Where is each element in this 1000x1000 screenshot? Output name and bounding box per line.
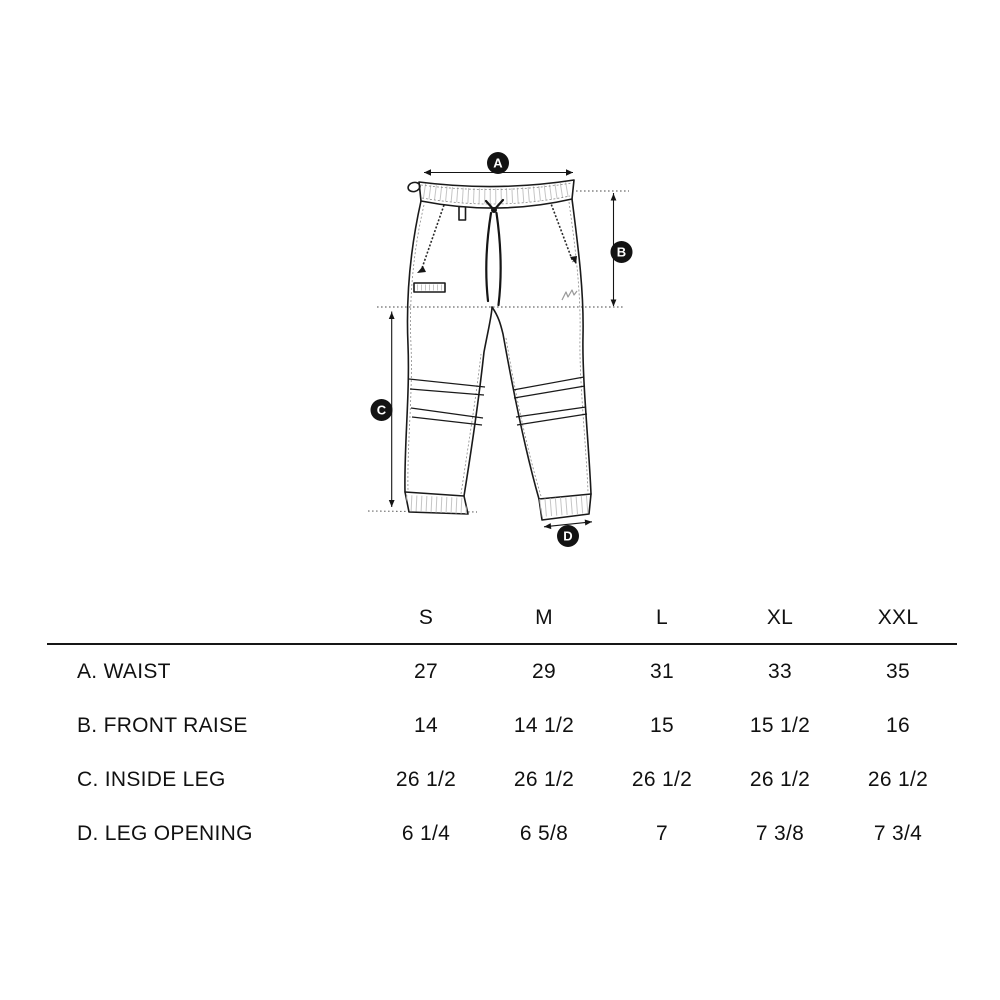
value-cell: 14 1/2	[513, 714, 575, 737]
value-cell: 26 1/2	[513, 768, 575, 791]
value-cell: 26 1/2	[749, 768, 811, 791]
marker-b-label: B	[616, 244, 627, 260]
table-row	[47, 645, 957, 699]
size-table-header-row	[47, 592, 957, 645]
value-cell: 6 5/8	[519, 822, 569, 845]
table-row	[47, 699, 957, 753]
dimension-b-front-raise	[611, 193, 633, 307]
waistband	[407, 180, 574, 208]
marker-c-label: C	[376, 402, 387, 418]
left-pocket-bartack	[417, 266, 426, 273]
value-cell: 31	[650, 660, 674, 683]
left-leg-outer-seam	[405, 201, 421, 492]
value-cell: 27	[414, 660, 438, 683]
dimension-a-waist	[424, 152, 573, 176]
right-pocket-seam	[550, 201, 573, 262]
header-cell-xl: XL	[766, 605, 794, 629]
value-cell: 26 1/2	[395, 768, 457, 791]
row-label-front-raise: B. FRONT RAISE	[77, 714, 248, 737]
marker-a-label: A	[493, 155, 503, 171]
right-leg-outer-seam	[572, 199, 591, 494]
ankle-cuffs	[405, 492, 591, 520]
right-leg-inner-seam	[492, 307, 539, 499]
header-cell-l: L	[656, 605, 668, 629]
value-cell: 29	[532, 660, 556, 683]
table-row	[47, 753, 957, 807]
header-cell-m: M	[535, 605, 553, 629]
row-label-inside-leg: C. INSIDE LEG	[77, 768, 226, 791]
value-cell: 33	[768, 660, 792, 683]
dimension-c-inside-leg	[371, 312, 395, 508]
value-cell: 26 1/2	[631, 768, 693, 791]
size-table	[47, 592, 957, 861]
value-cell: 7 3/4	[873, 822, 923, 845]
pocket-seams	[417, 201, 577, 273]
left-leg-inner-seam	[464, 307, 492, 496]
row-label-leg-opening: D. LEG OPENING	[77, 822, 253, 845]
left-pocket-seam	[421, 205, 444, 271]
value-cell: 14	[414, 714, 438, 737]
value-cell: 16	[886, 714, 910, 737]
knee-panel-seams	[409, 377, 587, 425]
left-outer-stitch	[408, 205, 424, 490]
value-cell: 26 1/2	[867, 768, 929, 791]
header-cell-xxl: XXL	[877, 605, 919, 629]
value-cell: 7 3/8	[755, 822, 805, 845]
header-cell-s: S	[418, 605, 434, 629]
right-inner-stitch	[506, 338, 541, 496]
pants-technical-drawing	[340, 140, 650, 570]
brand-logo-icon	[562, 290, 577, 300]
marker-d-label: D	[563, 528, 573, 544]
pants-legs	[405, 199, 591, 499]
row-label-waist: A. WAIST	[77, 660, 171, 683]
drawstring	[486, 200, 503, 305]
right-pocket-bartack	[570, 256, 577, 264]
dimension-d-leg-opening	[544, 520, 592, 548]
value-cell: 15 1/2	[749, 714, 811, 737]
waistband-tab	[459, 207, 466, 221]
value-cell: 7	[656, 822, 668, 845]
value-cell: 6 1/4	[401, 822, 451, 845]
table-row	[47, 807, 957, 861]
value-cell: 35	[886, 660, 910, 683]
value-cell: 15	[650, 714, 674, 737]
